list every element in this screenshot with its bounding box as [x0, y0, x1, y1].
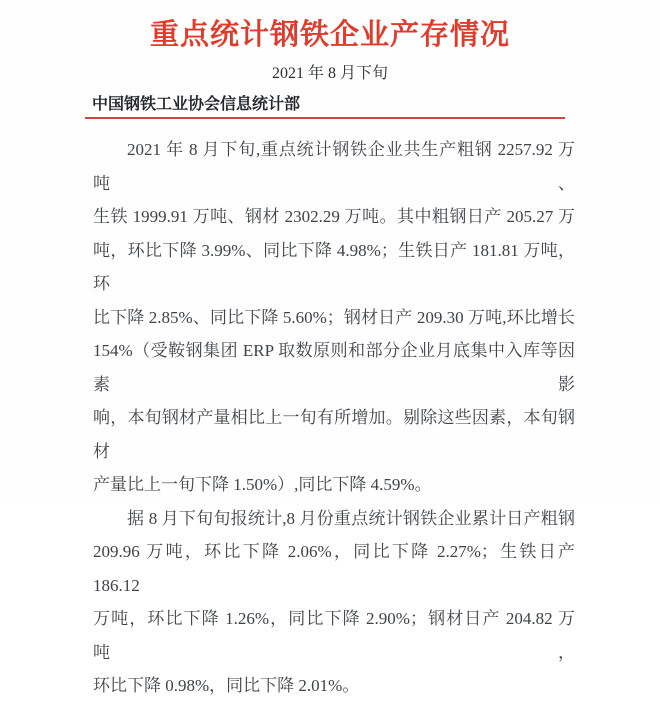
body-line: 2021 年 8 月下旬,重点统计钢铁企业共生产粗钢 2257.92 万吨、 [93, 140, 575, 193]
document-byline: 中国钢铁工业协会信息统计部 [92, 96, 301, 113]
body-line: 响，本旬钢材产量相比上一旬有所增加。剔除这些因素，本旬钢材 [93, 408, 575, 461]
paragraph [93, 133, 575, 502]
body-line: 吨，环比下降 3.99%、同比下降 4.98%；生铁日产 181.81 万吨，环 [93, 240, 575, 293]
paragraph [93, 502, 575, 703]
body-line: 209.96 万吨，环比下降 2.06%，同比下降 2.27%；生铁日产 186.12 [93, 542, 575, 595]
document-body [93, 133, 575, 703]
red-divider [85, 96, 565, 119]
document-title: 重点统计钢铁企业产存情况 [149, 17, 510, 51]
body-line: 154%（受鞍钢集团 ERP 取数原则和部分企业月底集中入库等因素影 [93, 341, 575, 394]
body-line: 环比下降 0.98%，同比下降 2.01%。 [93, 676, 360, 695]
body-line: 生铁 1999.91 万吨、钢材 2302.29 万吨。其中粗钢日产 205.27 万 [93, 207, 575, 226]
body-line: 万吨，环比下降 1.26%，同比下降 2.90%；钢材日产 204.82 万吨， [93, 609, 575, 662]
body-line: 比下降 2.85%、同比下降 5.60%；钢材日产 209.30 万吨,环比增长 [93, 307, 575, 327]
document-date: 2021 年 8 月下旬 [271, 65, 388, 82]
body-line: 据 8 月下旬旬报统计,8 月份重点统计钢铁企业累计日产粗钢 [127, 508, 575, 528]
body-line: 产量比上一旬下降 1.50%）,同比下降 4.59%。 [93, 475, 432, 494]
